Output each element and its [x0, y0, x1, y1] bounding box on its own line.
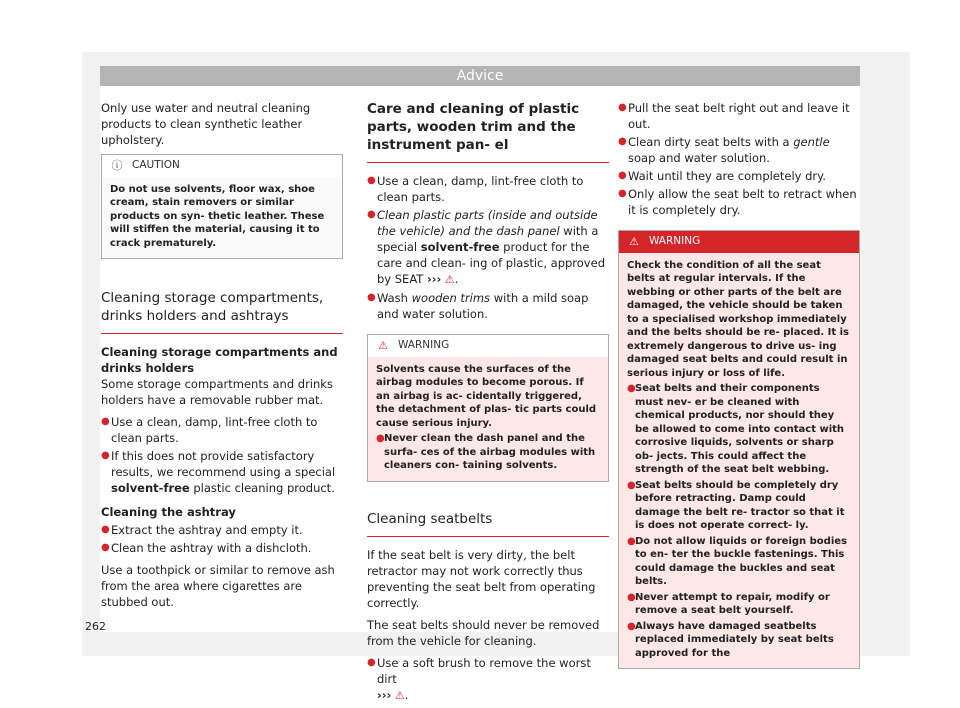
bullet-icon: ● [376, 433, 385, 444]
bullet-icon: ● [101, 524, 110, 535]
bullet-icon: ● [627, 535, 636, 547]
reference-arrows: ››› [426, 272, 442, 286]
list-item: ● Clean the ashtray with a dishcloth. [101, 541, 312, 555]
warning-bullet: ● Seat belts and their components must nev- er be cleaned with chemical products, nor should they be allowed to come into contact with corrosive liquids, solvents or sharp ob- jects. This could affect the strength of the seat belt webbing. [627, 383, 845, 475]
caution-text: Do not use solvents, floor wax, shoe cream, stain removers or similar products on syn- thetic leather. These will stiffen the material, causing it to crack prematurely. [102, 177, 342, 259]
caution-label: CAUTION [132, 159, 180, 171]
list-item: ● Use a soft brush to remove the worst dirt ››› ⚠. [367, 655, 591, 702]
bullet-icon: ● [101, 450, 110, 461]
bullet-icon: ● [627, 620, 636, 632]
warning-box-seatbelts [618, 230, 860, 669]
warning-bullet: ● Never attempt to repair, modify or remove a seat belt yourself. [627, 591, 830, 616]
reference-arrows: ››› [377, 687, 392, 702]
warning-bullet: ● Never clean the dash panel and the surfa- ces of the airbag modules with cleaners con- taining solvents. [376, 433, 596, 471]
list-item: ● Wash wooden trims with a mild soap and water solution. [367, 291, 589, 321]
list-item: ● Clean plastic parts (inside and outside the vehicle) and the dash panel with a special solvent-free product for the care and clean- ing of plastic, approved by SEAT ››› ⚠. [367, 208, 605, 286]
bullet-icon: ● [627, 383, 636, 394]
warning-triangle-icon: ⚠ [378, 339, 388, 352]
bullet-icon: ● [101, 416, 110, 427]
caution-box [101, 154, 343, 259]
storage-text: Some storage compartments and drinks holders have a removable rubber mat. [101, 377, 333, 407]
list-item: ● Use a clean, damp, lint-free cloth to clean parts. [367, 174, 584, 204]
warning-bullet: ● Always have damaged seatbelts replaced immediately by seat belts approved for the [627, 620, 834, 659]
list-item: ● Only allow the seat belt to retract when it is completely dry. [618, 187, 857, 217]
list-item: ● Wait until they are completely dry. [618, 169, 826, 183]
bullet-icon: ● [618, 136, 627, 147]
list-item: ● Clean dirty seat belts with a gentle soap and water solution. [618, 135, 830, 165]
list-item: ● Use a clean, damp, lint-free cloth to clean parts. [101, 415, 318, 445]
warning-bullet: ● Seat belts should be completely dry before retracting. Damp could damage the belt re- tractor so that it is does not operate correct- ly. [627, 479, 845, 531]
warning-label: WARNING [398, 339, 450, 351]
section-title-storage: Cleaning storage compartments, drinks holders and ashtrays [101, 289, 343, 334]
seatbelt-text-2: The seat belts should never be removed from the vehicle for cleaning. [367, 617, 600, 648]
info-circle-icon: ⓘ [111, 159, 123, 172]
list-item: ● Extract the ashtray and empty it. [101, 523, 303, 537]
warning-header [368, 335, 608, 357]
list-item: ● Pull the seat belt right out and leave it out. [618, 101, 850, 131]
intro-text: Only use water and neutral cleaning products to clean synthetic leather upholstery. [101, 101, 311, 147]
seatbelt-text-1: If the seat belt is very dirty, the belt retractor may not work correctly thus preventing the seat belt from operating correctly. [367, 547, 596, 610]
bullet-icon: ● [618, 102, 627, 113]
bullet-icon: ● [367, 209, 376, 220]
ashtray-text: Use a toothpick or similar to remove ash from the area where cigarettes are stubbed out. [101, 563, 335, 609]
warning-triangle-icon: ⚠ [394, 688, 405, 702]
warning-triangle-icon: ⚠ [629, 235, 639, 248]
warning-content: Solvents cause the surfaces of the airbag modules to become porous. If an airbag is ac- cidentally triggered, the detachment of plas- tic parts could cause serious injury. ● Never clean the dash panel and the surfa- ces of the airbag modules with cleaners con- taining solvents. [368, 357, 608, 481]
column-1 [101, 100, 343, 616]
warning-content: Check the condition of all the seat belts at regular intervals. If the webbing or other parts of the belt are damaged, the vehicle should be taken to a specialised workshop immediately and the belts should be re- placed. It is extremely dangerous to drive us- ing damaged seat belts and could result in serious injury or loss of life. ● Seat belts and their components must nev- er be cleaned with chemical products, nor should they be allowed to come into contact with corrosive liquids, solvents or sharp ob- jects. This could affect the strength of the seat belt webbing. ● Seat belts should be completely dry before retracting. Damp could damage the belt re- tractor so that it is does not operate correct- ly. ● Do not allow liquids or foreign bodies to en- ter the buckle fastenings. This could damage the buckles and seat belts. ● Never attempt to repair, modify or remove a seat belt yourself. ● Always have damaged seatbelts replaced immediately by seat belts approved for the [619, 253, 859, 669]
manual-page [100, 66, 860, 702]
caution-header [102, 155, 342, 177]
warning-label: WARNING [649, 235, 701, 247]
subheading-storage: Cleaning storage compartments and drinks holders [101, 345, 338, 375]
subheading-ashtray: Cleaning the ashtray [101, 505, 236, 519]
column-2 [367, 100, 609, 706]
warning-header [619, 231, 859, 253]
bullet-icon: ● [101, 542, 110, 553]
warning-bullet: ● Do not allow liquids or foreign bodies to en- ter the buckle fastenings. This could damage the buckles and seat belts. [627, 535, 848, 587]
bullet-icon: ● [618, 170, 627, 181]
bullet-icon: ● [367, 656, 376, 668]
bullet-icon: ● [627, 479, 636, 491]
list-item: ● If this does not provide satisfactory results, we recommend using a special solvent-free plastic cleaning product. [101, 449, 336, 495]
bullet-icon: ● [367, 292, 376, 303]
section-header: Advice [100, 66, 860, 86]
section-title-seatbelts: Cleaning seatbelts [367, 510, 609, 537]
column-3 [618, 100, 860, 681]
bullet-icon: ● [367, 175, 376, 186]
section-title-plastic: Care and cleaning of plastic parts, wooden trim and the instrument pan- el [367, 100, 609, 163]
page-number: 262 [85, 620, 106, 633]
warning-triangle-icon: ⚠ [444, 273, 455, 286]
bullet-icon: ● [627, 591, 636, 603]
bullet-icon: ● [618, 188, 627, 199]
warning-box-airbag [367, 334, 609, 482]
